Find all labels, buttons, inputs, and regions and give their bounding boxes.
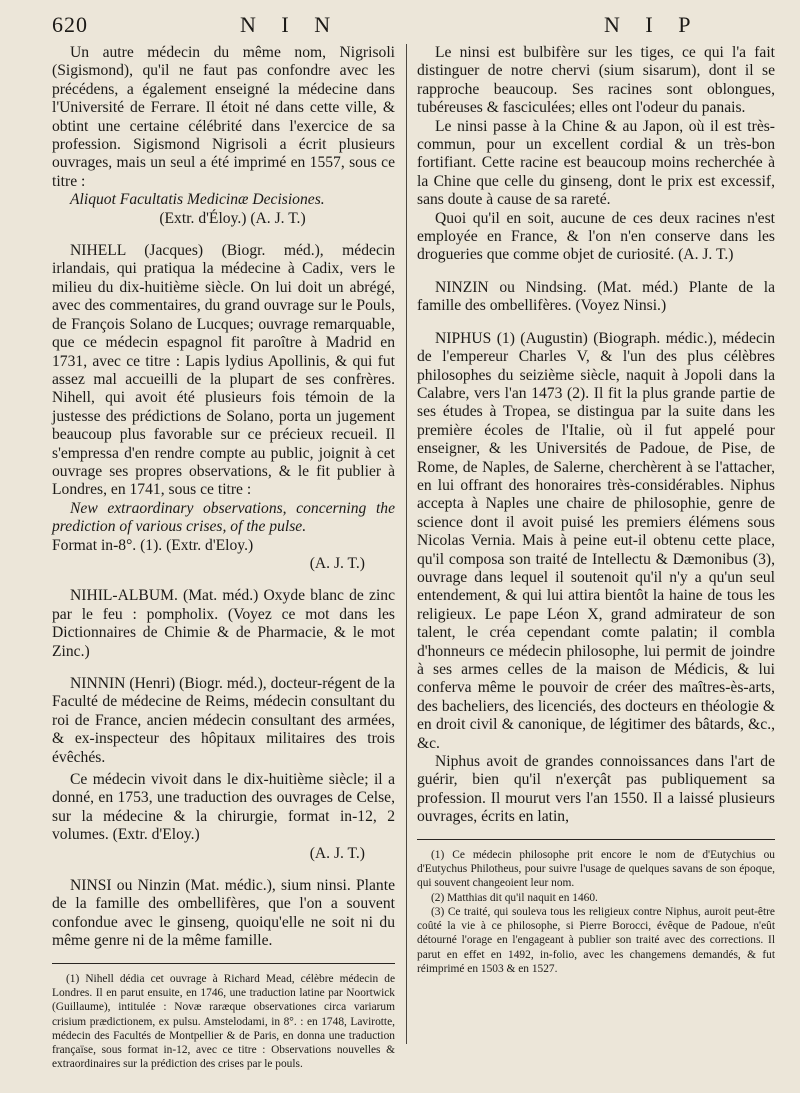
entry-nihell-title: New extraordinary observations, concerning the prediction of various crises, of the pulse. — [52, 499, 395, 536]
entry-ninsi: NINSI ou Ninzin (Mat. médic.), sium ninsi. Plante de la famille des ombellifères, que l'on a souvent confondue avec le ginseng, quoiqu'elle ne soit ni du même genre ni de la même famille. — [52, 877, 395, 950]
entry-ninzin: NINZIN ou Nindsing. (Mat. méd.) Plante de la famille des ombellifères. (Voyez Ninsi.) — [417, 278, 775, 315]
entry-nigrisoli: Un autre médecin du même nom, Nigrisoli (Sigismond), qu'il ne faut pas confondre avec les précédens, a également enseigné la médecine dans l'Université de Ferrare. Il étoit né dans cette ville, & obtint une certaine célébrité dans l'exercice de sa profession. Sigismond Nigrisoli a écrit plusieurs ouvrages, mais un seul a été imprimé en 1557, sous ce titre : — [52, 44, 395, 190]
entry-nigrisoli-citation: (Extr. d'Éloy.) (A. J. T.) — [159, 209, 306, 227]
footnotes-right — [417, 848, 775, 977]
entry-nigrisoli-title: Aliquot Facultatis Medicinæ Decisiones. — [70, 191, 325, 209]
ninsi-cont-3: Quoi qu'il en soit, aucune de ces deux racines n'est employée en France, & l'on n'en conserve dans les drogueries que comme objet de curiosité. (A. J. T.) — [417, 209, 775, 264]
entry-nihell: NIHELL (Jacques) (Biogr. méd.), médecin irlandais, qui pratiqua la médecine à Cadix, vers le milieu du dix-huitième siècle. On lui doit un abrégé, avec des commentaires, du grand ouvrage sur le Pouls, de François Solano de Lucques; ouvrage remarquable, que ce médecin espagnol fit paroître à Madrid en 1731, avec ce titre : Lapis lydius Apollinis, & qui fut assez mal accueilli de la plupart de ses confrères. Nihell, qui avoit été plusieurs fois témoin de la justesse des prédictions de Solano, porta un jugement beaucoup plus favorable sur ce précieux recueil. Il s'empressa d'en rendre compte au public, joignit à cet ouvrage ses propres observations, & le fit publier à Londres, en 1741, sous ce titre : — [52, 242, 395, 499]
entry-ninnin-cont: Ce médecin vivoit dans le dix-huitième siècle; il a donné, en 1753, une traduction des ouvrages de Celse, sur la médecine & la chirurgie, format in-12, 2 volumes. (Extr. d'Eloy.) — [52, 771, 395, 844]
ninsi-cont-2: Le ninsi passe à la Chine & au Japon, où il est très-commun, pour un excellent cordial & un très-bon fortifiant. Cette racine est beaucoup moins recherchée à la Chine que celle du ginseng, dont le prix est excessif, sans doute à cause de sa rareté. — [417, 117, 775, 209]
right-column — [417, 44, 775, 976]
column-divider — [406, 44, 407, 1044]
entry-nihell-signature: (A. J. T.) — [309, 554, 365, 572]
footnote-2-right: (2) Matthias dit qu'il naquit en 1460. — [431, 891, 598, 904]
entry-ninnin: NINNIN (Henri) (Biogr. méd.), docteur-régent de la Faculté de médecine de Reims, médecin consultant du roi de France, ancien médecin consultant des armées, & ex-inspecteur des hôpitaux militaires des trois évêchés. — [52, 675, 395, 766]
footnote-3-right: (3) Ce traité, qui souleva tous les religieux contre Niphus, auroit peut-être coûté la vie à ce philosophe, si Pierre Borocci, évêque de Padoue, n'eût détourné l'orage en l'engageant à publier son traité avec des corrections. Il parut en effet en 1492, in-folio, avec les changemens demandés, & fut réimprimé en 1503 & en 1527. — [417, 905, 775, 976]
page-number: 620 — [52, 12, 88, 37]
entry-nihil-album: NIHIL-ALBUM. (Mat. méd.) Oxyde blanc de zinc par le feu : pompholix. (Voyez ce mot dans les Dictionnaires de Chimie & de Pharmacie, & le mot Zinc.) — [52, 587, 395, 660]
footnote-1-right: (1) Ce médecin philosophe prit encore le nom de d'Eutychius ou d'Eutychus Philotheus, pour suivre l'usage de quelques savans de son époque, qui souvent changeoient leur nom. — [417, 848, 775, 890]
left-running-head: N I N — [240, 12, 341, 37]
entry-ninnin-signature: (A. J. T.) — [309, 844, 365, 862]
ninsi-cont-1: Le ninsi est bulbifère sur les tiges, ce qui l'a fait distinguer de notre chervi (sium sisarum), dont il se rapproche beaucoup. Ses racines sont oblongues, tubéreuses & fasciculées; elles ont l'odeur du panais. — [417, 44, 775, 117]
footnote-rule-left — [52, 963, 395, 964]
right-running-head: N I P — [604, 12, 701, 37]
footnotes-left — [52, 972, 395, 1072]
entry-niphus: NIPHUS (1) (Augustin) (Biograph. médic.), médecin de l'empereur Charles V, & l'un des plus célèbres philosophes du seizième siècle, naquit à Jopoli dans la Calabre, vers l'an 1473 (2). Il fit la plus grande partie de ses études à Tropea, se distingua par la suite dans les première écoles de l'Italie, où il fut appelé pour enseigner, & les Universités de Padoue, de Pise, de Rome, de Naples, de Salerne, cherchèrent à se l'attacher, en lui offrant des honoraires très-considérables. Niphus accepta à Naples une chaire de philosophie, genre de science dont il avoit puisé les premiers élémens sous Nicolas Vernia. Mais à peine eut-il obtenu cette place, qu'il composa son traité de Intellectu & Dæmonibus (3), ouvrage dans lequel il soutenoit qu'il n'y a qu'un seul entendement, & qui lui attira bientôt la haine de tous les religieux. Le pape Léon X, grand admirateur de son talent, le créa cependant comte palatin; il combla d'honneurs ce médecin philosophe, lui permit de joindre à ses armes celles de la maison de Médicis, & lui conferva même le pouvoir de créer des maîtres-ès-arts, des bacheliers, des licenciés, des docteurs en théologie & en droit civil & canonique, de légitimer des bâtards, &c., &c. — [417, 329, 775, 752]
entry-nihell-format: Format in-8°. (1). (Extr. d'Eloy.) — [52, 536, 254, 554]
running-header — [52, 12, 770, 42]
footnote-1-left: (1) Nihell dédia cet ouvrage à Richard Mead, célèbre médecin de Londres. Il en parut ensuite, en 1746, une traduction latine par Noortwick (Guillaume), intitulée : Novæ raræque observationes circa variarum crisium prædictionem, ex pulsu. Amstelodami, in 8°. : en 1748, Lavirotte, médecin des Facultés de Montpellier & de Paris, en donna une traduction françaïse, sous format in-12, avec ce titre : Observations nouvelles & extraordinaires sur la prédiction des crises par le pouls. — [52, 972, 395, 1071]
entry-niphus-cont: Niphus avoit de grandes connoissances dans l'art de guérir, bien qu'il n'exerçât pas publiquement sa profession. Il mourut vers l'an 1550. Il a laissé plusieurs ouvrages, écrits en latin, — [417, 753, 775, 826]
left-column — [52, 44, 395, 1072]
footnote-rule-right — [417, 839, 775, 840]
